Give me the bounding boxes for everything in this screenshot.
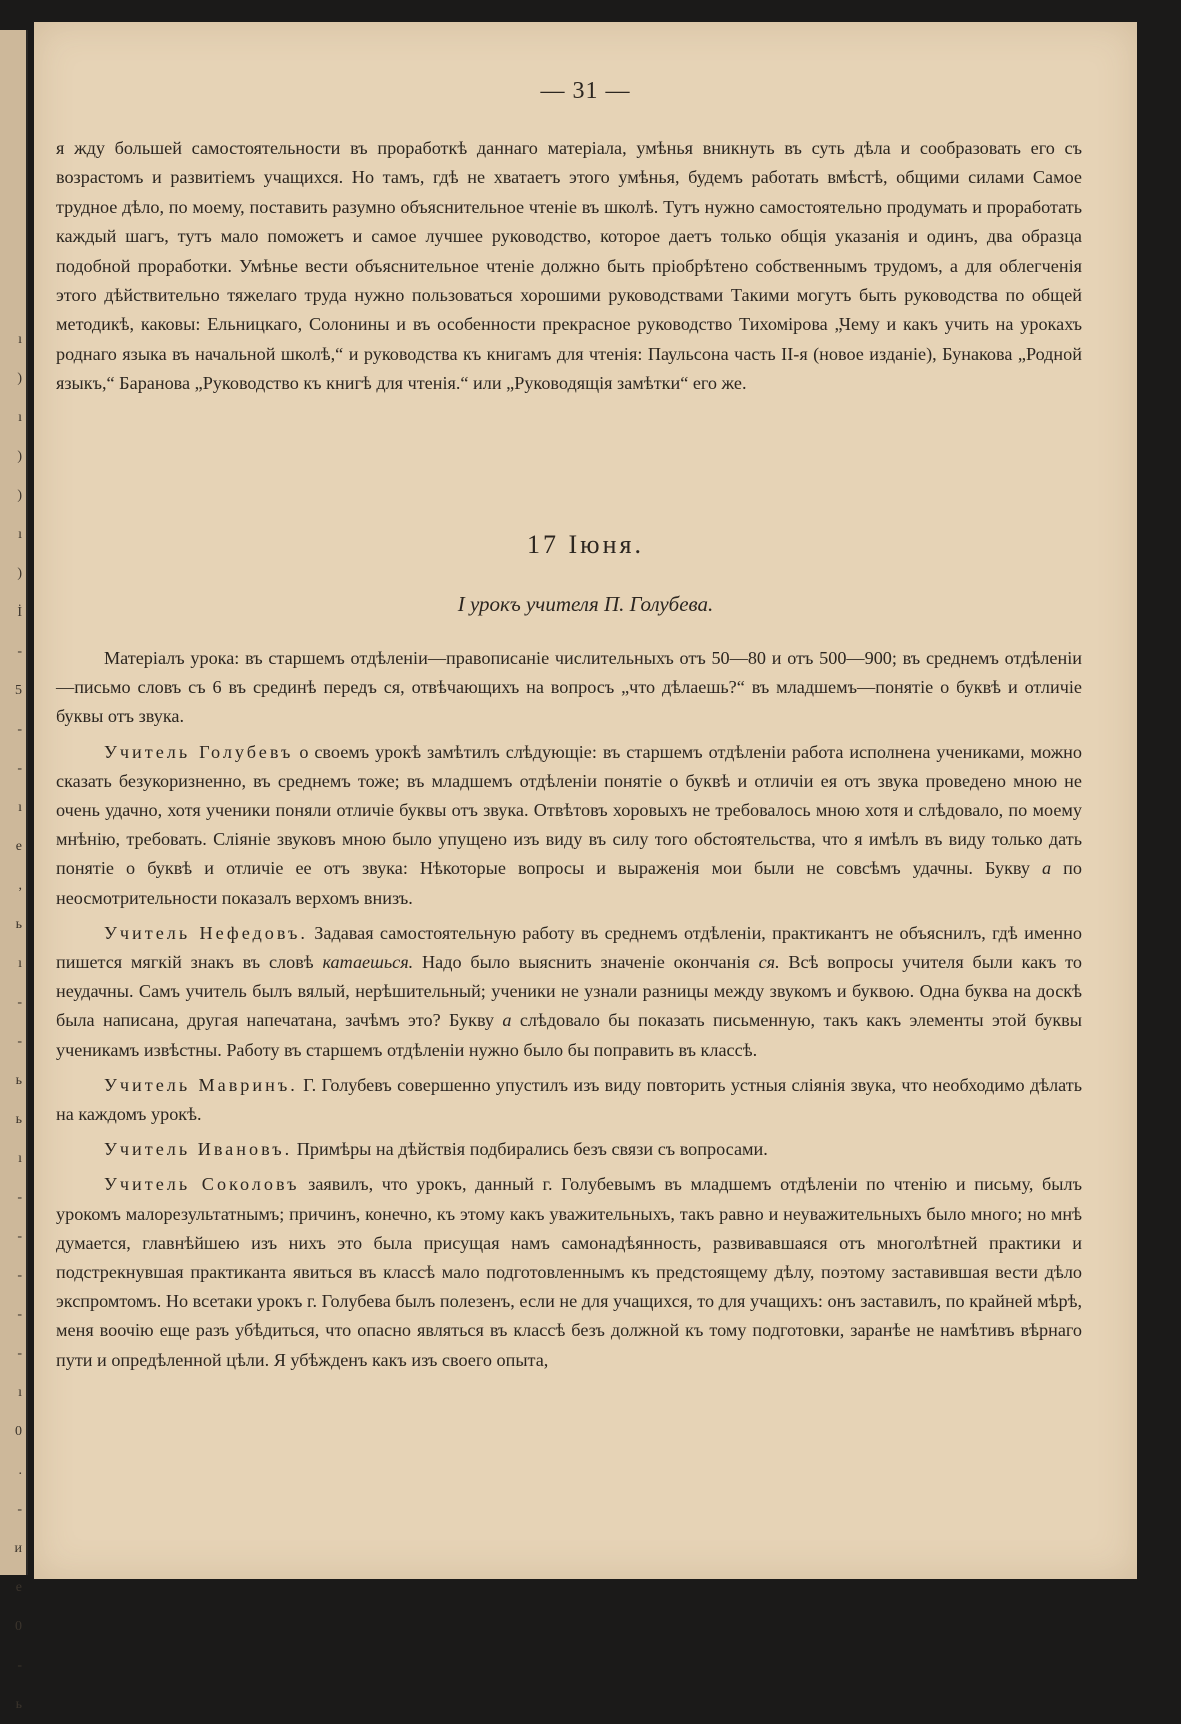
speaker-name: Учитель Мавринъ.: [104, 1074, 298, 1095]
previous-page-margin-text: ı ) ı ) ) ı ) İ - 5 - - ı e , ь ı - - ь ь ı - - - - - ı 0 . - и e 0 - ь: [14, 332, 22, 1712]
paragraph-mavrin: [56, 1071, 1082, 1129]
paragraph-text: заявилъ, что урокъ, данный г. Голубевымъ въ младшемъ отдѣленіи по чтенію и письму, былъ урокомъ малорезультатнымъ; причинъ, конечно, къ этому какъ уважительныхъ, такъ равно и неуважительныхъ было много; но мнѣ думается, главнѣйшею изъ нихъ это была присущая намъ самонадѣянность, развивавшаяся отъ многолѣтней практики и подстрекнувшая практиканта явиться въ классѣ мало подготовленнымъ къ предстоящему дѣлу, поэтому заставившая вести дѣло экспромтомъ. Но всетаки урокъ г. Голубева былъ полезенъ, если не для учащихся, то для учащихъ: онъ заставилъ, по крайней мѣрѣ, меня воочію еще разъ убѣдиться, что опасно являться въ классѣ безъ должной къ тому подготовки, заранѣе не намѣтивъ вѣрнаго пути и опредѣленной цѣли. Я убѣжденъ какъ изъ своего опыта,: [56, 1174, 1082, 1370]
previous-page-edge: [0, 30, 28, 1712]
paragraph-text: о своемъ урокѣ замѣтилъ слѣдующіе: въ старшемъ отдѣленіи работа исполнена учениками, можно сказать безукоризненно, въ среднемъ тоже; въ младшемъ отдѣленіи понятіе о буквѣ и отличіи ея отъ звука проведено мною не очень удачно, хотя ученики поняли отличіе буквы отъ звука. Отвѣтовъ хоровыхъ не требовалось мною хотя и слѣдовало, по моему мнѣнію, требовать. Сліяніе звуковъ мною было упущено изъ виду въ силу того обстоятельства, что я имѣлъ въ виду только дать понятіе о буквѣ и отличіе ее отъ звука: Нѣкоторые вопросы и выраженія мои были не совсѣмъ удачны. Букву: [56, 741, 1082, 879]
italic-letter: a: [1042, 858, 1052, 879]
speaker-name: Учитель Нефедовъ.: [104, 922, 308, 943]
paragraph-text: Г. Голубевъ совершенно упустилъ изъ виду повторить устныя сліянія звука, что необходимо дѣлать на каждомъ урокѣ.: [56, 1074, 1082, 1125]
section-subheading: I урокъ учителя П. Голубева.: [457, 592, 714, 616]
paragraph-text: слѣдовало бы показать письменную, такъ какъ элементы этой буквы ученикамъ извѣстны. Работу въ старшемъ отдѣленіи нужно было бы поправить въ классѣ.: [56, 1010, 1082, 1060]
paragraph-text: Примѣры на дѣйствія подбирались безъ связи съ вопросами.: [292, 1139, 768, 1160]
speaker-name: Учитель Голубевъ: [104, 741, 294, 762]
paragraph-golubev: [56, 738, 1082, 913]
page-number: — 31 —: [540, 78, 631, 104]
paragraph-ivanov: [56, 1135, 1082, 1164]
italic-letter: a: [502, 1010, 512, 1031]
paragraph-lesson-material: Матеріалъ урока: въ старшемъ отдѣленіи—правописаніе числительныхъ отъ 50—80 и отъ 500—900; въ среднемъ отдѣленіи—письмо словъ съ 6 въ срединѣ передъ ся, отвѣчающихъ на вопросъ „что дѣлаешь?“ въ младшемъ—понятіе о буквѣ и отличіе буквы отъ звука.: [56, 648, 1082, 727]
section-body: [56, 644, 1082, 1381]
paragraph-opening: я жду большей самостоятельности въ проработкѣ даннаго матеріала, умѣнья вникнуть въ суть дѣла и сообразовать его съ возрастомъ и развитіемъ учащихся. Но тамъ, гдѣ не хватаетъ этого умѣнья, будемъ работать вмѣстѣ, общими силами Самое трудное дѣло, по моему, поставить разумно объяснительное чтеніе въ школѣ. Тутъ нужно самостоятельно продумать и проработать каждый шагъ, тутъ мало поможетъ и самое лучшее руководство, которое даетъ только общія указанія и одинъ, два образца подобной проработки. Умѣнье вести объяснительное чтеніе должно быть пріобрѣтено собственнымъ трудомъ, а для облегченія этого дѣйствительно тяжелаго труда нужно пользоваться хорошими руководствами Такими могутъ быть руководства по общей методикѣ, каковы: Ельницкаго, Солонины и въ особенности прекрасное руководство Тихомірова „Чему и какъ учить на урокахъ роднаго языка въ начальной школѣ,“ и руководства къ книгамъ для чтенія: Паульсона часть II-я (новое изданіе), Бунакова „Родной языкъ,“ Баранова „Руководство къ книгѣ для чтенія.“ или „Руководящія замѣтки“ его же.: [56, 138, 1082, 394]
paragraph-sokolov: [56, 1170, 1082, 1374]
speaker-name: Учитель Соколовъ: [104, 1174, 300, 1195]
paragraph-text: Задавая самостоятельную работу въ среднемъ отдѣленіи, практикантъ не объяснилъ, гдѣ именно пишется мягкій знакъ въ словѣ: [56, 922, 1082, 973]
paragraph-text: по неосмотрительности показалъ верхомъ внизъ.: [56, 858, 1083, 908]
paragraph-text: Всѣ вопросы учителя были какъ то неудачны. Самъ учитель былъ вялый, нерѣшительный; ученики не узнали разницы между звукомъ и буквою. Одна буква на доскѣ была написана, другая напечатана, зачѣмъ это? Букву: [56, 952, 1082, 1031]
section-heading: 17 Іюня.: [527, 530, 644, 559]
document-page: [34, 22, 1137, 1579]
speaker-name: Учитель Ивановъ.: [104, 1139, 293, 1160]
italic-word: катаешься.: [322, 952, 414, 973]
paragraph-text: Надо было выяснить значеніе окончанія: [413, 952, 759, 973]
paragraph-nefedov: [56, 919, 1082, 1065]
italic-word: ся.: [758, 952, 780, 973]
